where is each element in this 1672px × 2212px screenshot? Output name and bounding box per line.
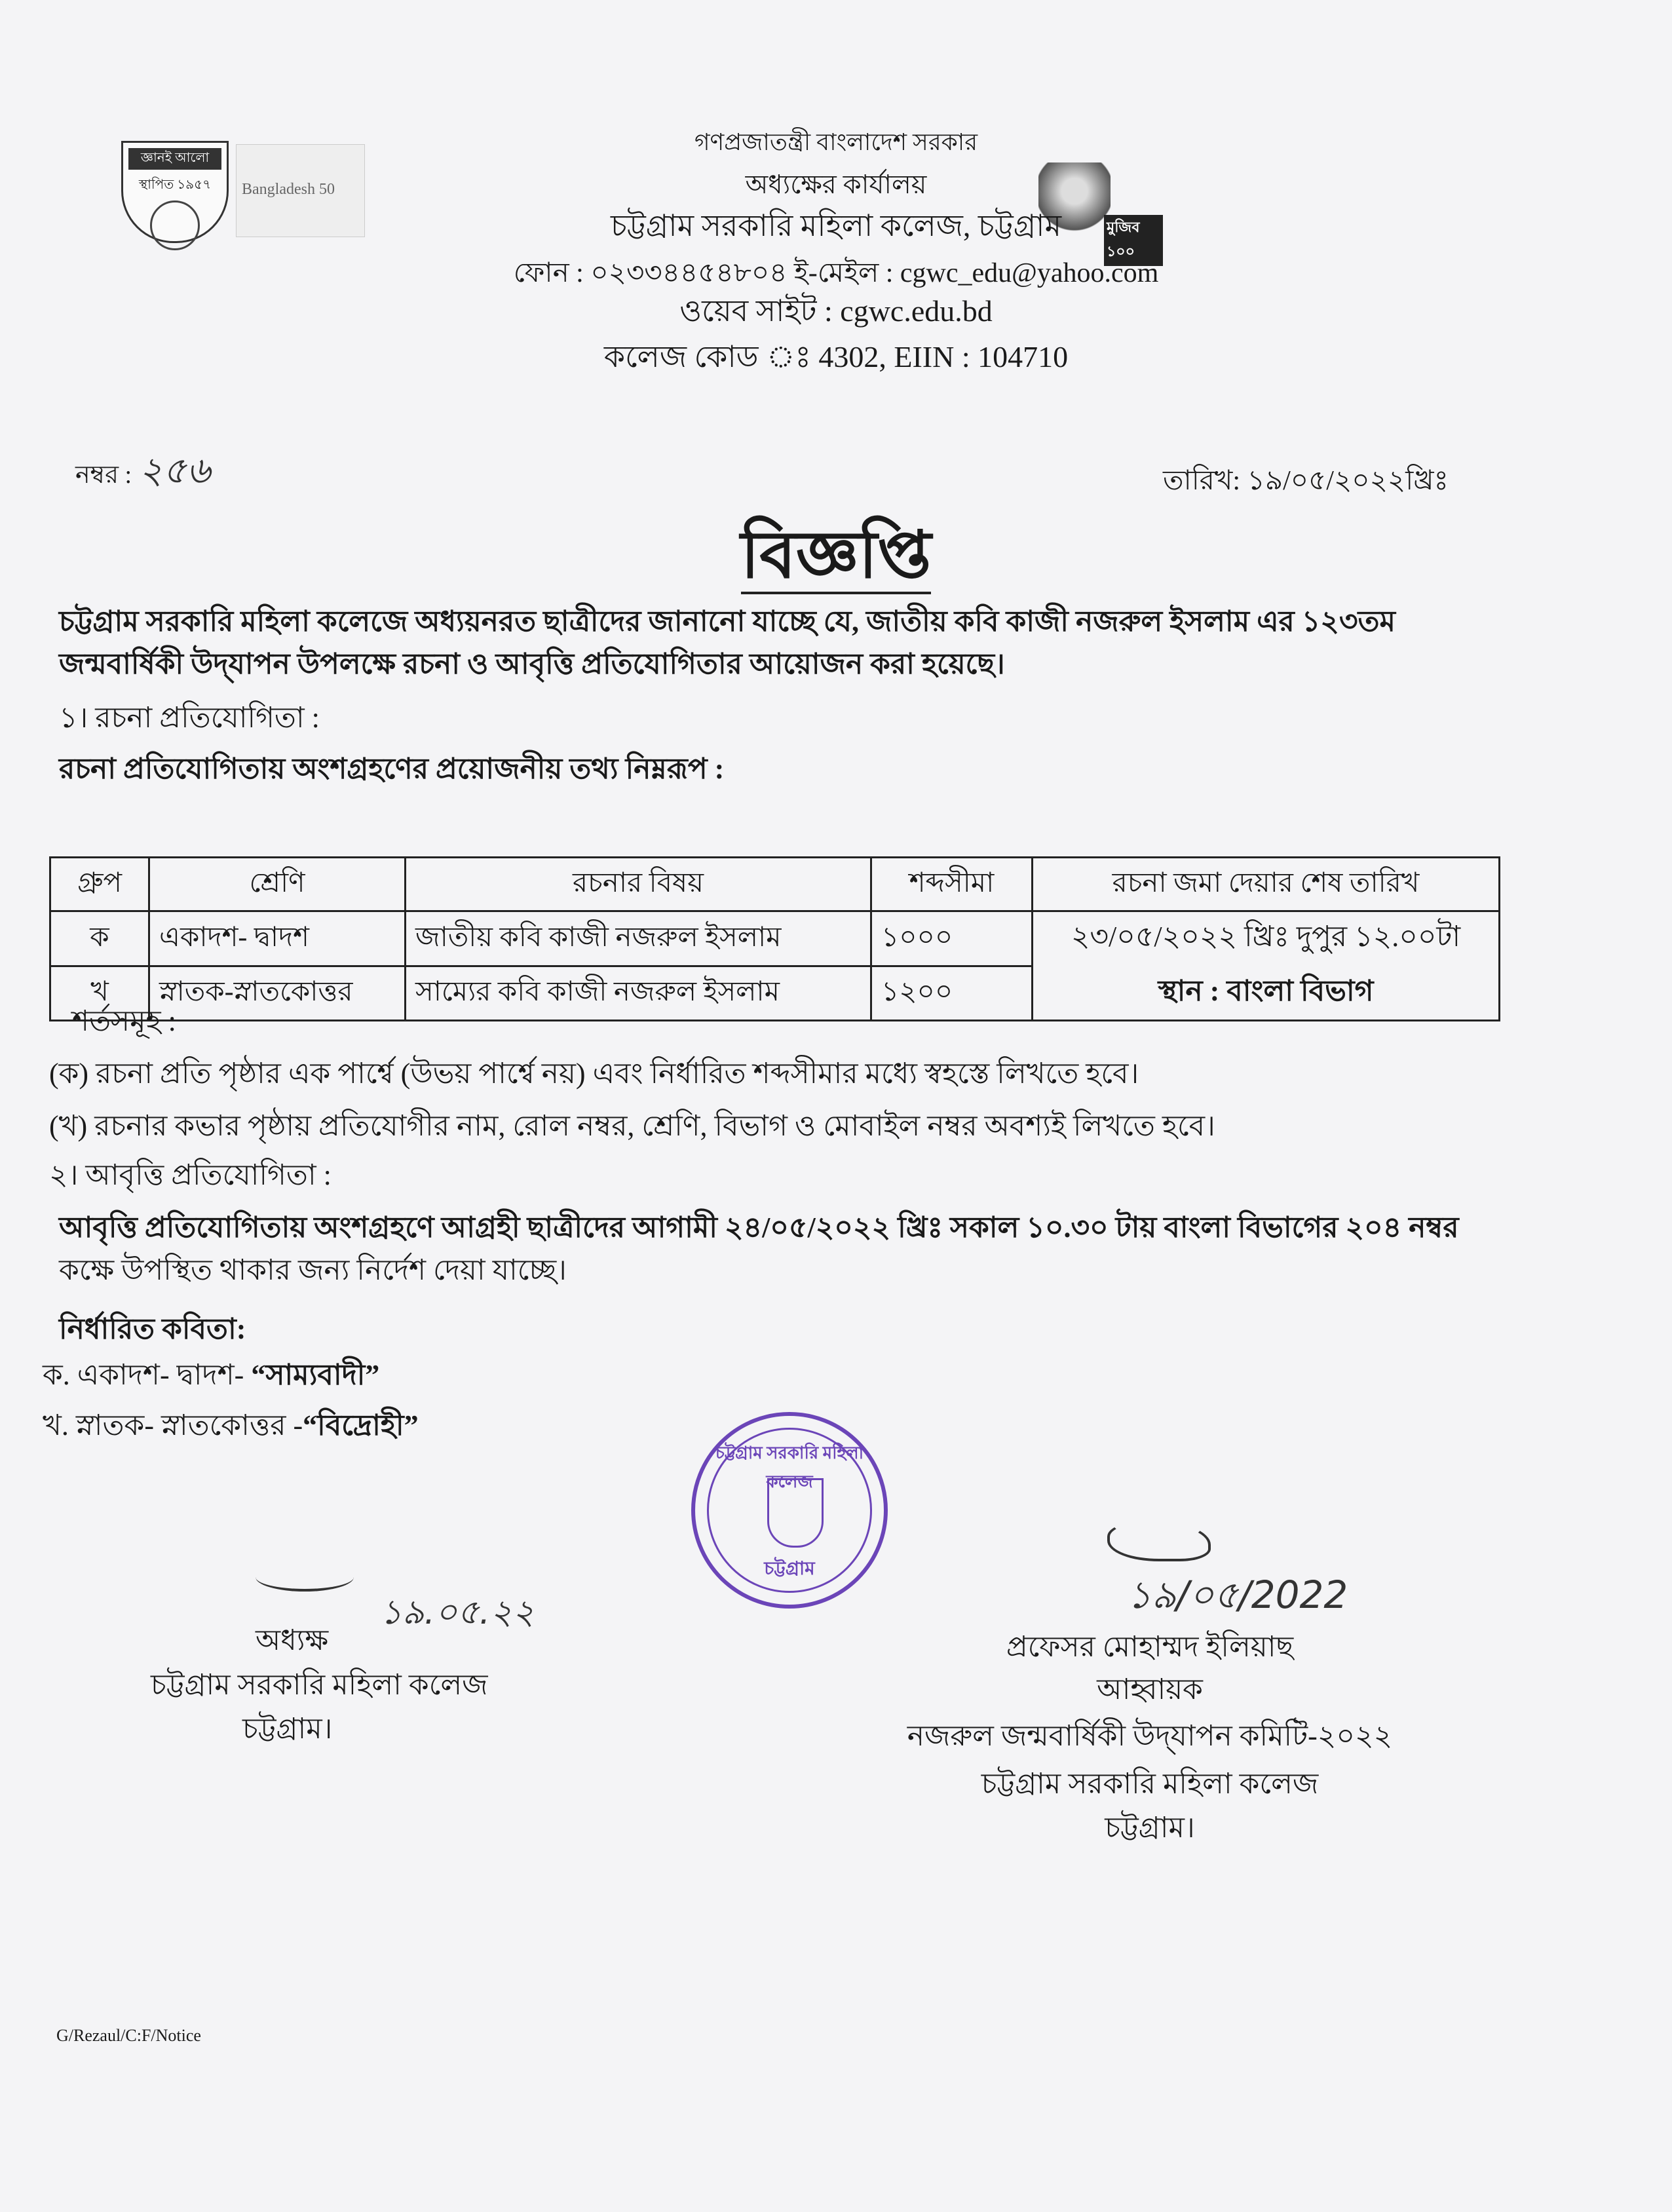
logo-motto: জ্ঞানই আলো <box>128 148 221 170</box>
poem-item: ক. একাদশ- দ্বাদশ- “সাম্যবাদী” <box>43 1359 380 1391</box>
college-code: কলেজ কোড ঃ 4302, EIIN : 104710 <box>603 340 1069 373</box>
principal-signature <box>256 1563 354 1592</box>
notice-date: তারিখ: ১৯/০৫/২০২২খ্রিঃ <box>1163 466 1449 496</box>
bangladesh-50-logo: Bangladesh 50 <box>236 144 365 237</box>
table-row: ক একাদশ- দ্বাদশ জাতীয় কবি কাজী নজরুল ইসলাম ১০০০ ২৩/০৫/২০২২ খ্রিঃ দুপুর ১২.০০টা স্থান : বাংলা বিভাগ <box>50 911 1500 966</box>
contact-info: ফোন : ০২৩৩৪৪৫৪৮০৪ ই-মেইল : cgwc_edu@yahoo.com <box>513 258 1159 288</box>
office-name: অধ্যক্ষের কার্যালয় <box>745 170 927 199</box>
condition-item: (ক) রচনা প্রতি পৃষ্ঠার এক পার্শ্বে (উভয় পার্শ্বে নয়) এবং নির্ধারিত শব্দসীমার মধ্যে স্বহস্তে লিখতে হবে। <box>49 1058 1139 1090</box>
convener-name: প্রফেসর মোহাম্মদ ইলিয়াছ <box>1006 1631 1294 1663</box>
stamp-emblem <box>767 1478 824 1548</box>
header-word-limit: শব্দসীমা <box>871 858 1033 911</box>
convener-committee: নজরুল জন্মবার্ষিকী উদ্‌যাপন কমিটি-২০২২ <box>907 1720 1393 1752</box>
header-topic: রচনার বিষয় <box>406 858 871 911</box>
table-header-row <box>50 858 1500 911</box>
header-class: শ্রেণি <box>149 858 406 911</box>
conditions-heading: শর্তসমূহ : <box>72 1005 176 1037</box>
govt-name: গণপ্রজাতন্ত্রী বাংলাদেশ সরকার <box>694 129 978 155</box>
intro-line-2: জন্মবার্ষিকী উদ্‌যাপন উপলক্ষে রচনা ও আবৃত্তি প্রতিযোগিতার আয়োজন করা হয়েছে। <box>59 648 1005 680</box>
convener-title: আহ্বায়ক <box>1097 1673 1203 1706</box>
reference-number: নম্বর : ২৫৬ <box>75 449 211 492</box>
section-2-line-1: আবৃত্তি প্রতিযোগিতায় অংশগ্রহণে আগ্রহী ছাত্রীদের আগামী ২৪/০৫/২০২২ খ্রিঃ সকাল ১০.৩০ টায় বাংলা বিভাগের ২০৪ নম্বর <box>59 1211 1459 1244</box>
notice-title: বিজ্ঞপ্তি <box>0 505 1672 614</box>
section-1-subheading: রচনা প্রতিযোগিতায় অংশগ্রহণের প্রয়োজনীয় তথ্য নিম্নরূপ : <box>59 753 725 785</box>
table-row: খ স্নাতক-স্নাতকোত্তর সাম্যের কবি কাজী নজরুল ইসলাম ১২০০ <box>50 966 1500 1021</box>
principal-title: অধ্যক্ষ <box>256 1624 329 1656</box>
college-seal-stamp: চট্টগ্রাম সরকারি মহিলা কলেজ চট্টগ্রাম <box>691 1412 888 1609</box>
deadline-cell: ২৩/০৫/২০২২ খ্রিঃ দুপুর ১২.০০টা স্থান : বাংলা বিভাগ <box>1033 911 1500 1021</box>
essay-competition-table <box>49 856 1500 1021</box>
header-deadline: রচনা জমা দেয়ার শেষ তারিখ <box>1033 858 1500 911</box>
footer-reference: G/Rezaul/C:F/Notice <box>56 2026 201 2045</box>
college-name: চট্টগ্রাম সরকারি মহিলা কলেজ, চট্টগ্রাম <box>610 209 1062 242</box>
convener-signature <box>1107 1520 1211 1561</box>
mujib-100-logo: মুজিব ১০০ <box>1032 162 1163 248</box>
principal-signature-date: ১৯.০৫.২২ <box>380 1593 535 1632</box>
section-2-heading: ২। আবৃত্তি প্রতিযোগিতা : <box>49 1159 332 1191</box>
section-2-line-2: কক্ষে উপস্থিত থাকার জন্য নির্দেশ দেয়া যাচ্ছে। <box>59 1254 567 1286</box>
intro-line-1: চট্টগ্রাম সরকারি মহিলা কলেজে অধ্যয়নরত ছাত্রীদের জানানো যাচ্ছে যে, জাতীয় কবি কাজী নজরুল ইসলাম এর ১২৩তম <box>59 605 1396 638</box>
poem-item: খ. স্নাতক- স্নাতকোত্তর -“বিদ্রোহী” <box>43 1409 419 1441</box>
principal-city: চট্টগ্রাম। <box>242 1713 333 1745</box>
header-group: গ্রুপ <box>50 858 149 911</box>
convener-signature-date: ১৯/০৫/2022 <box>1127 1573 1348 1617</box>
logo-established: স্থাপিত ১৯৫৭ <box>138 178 212 192</box>
poems-heading: নির্ধারিত কবিতা: <box>59 1313 246 1345</box>
section-1-heading: ১। রচনা প্রতিযোগিতা : <box>59 702 320 734</box>
convener-city: চট্টগ্রাম। <box>1105 1812 1195 1844</box>
condition-item: (খ) রচনার কভার পৃষ্ঠায় প্রতিযোগীর নাম, রোল নম্বর, শ্রেণি, বিভাগ ও মোবাইল নম্বর অবশ্যই লিখতে হবে। <box>49 1110 1215 1142</box>
convener-college: চট্টগ্রাম সরকারি মহিলা কলেজ <box>981 1768 1319 1800</box>
website: ওয়েব সাইট : cgwc.edu.bd <box>679 294 993 328</box>
principal-college: চট্টগ্রাম সরকারি মহিলা কলেজ <box>151 1669 488 1701</box>
